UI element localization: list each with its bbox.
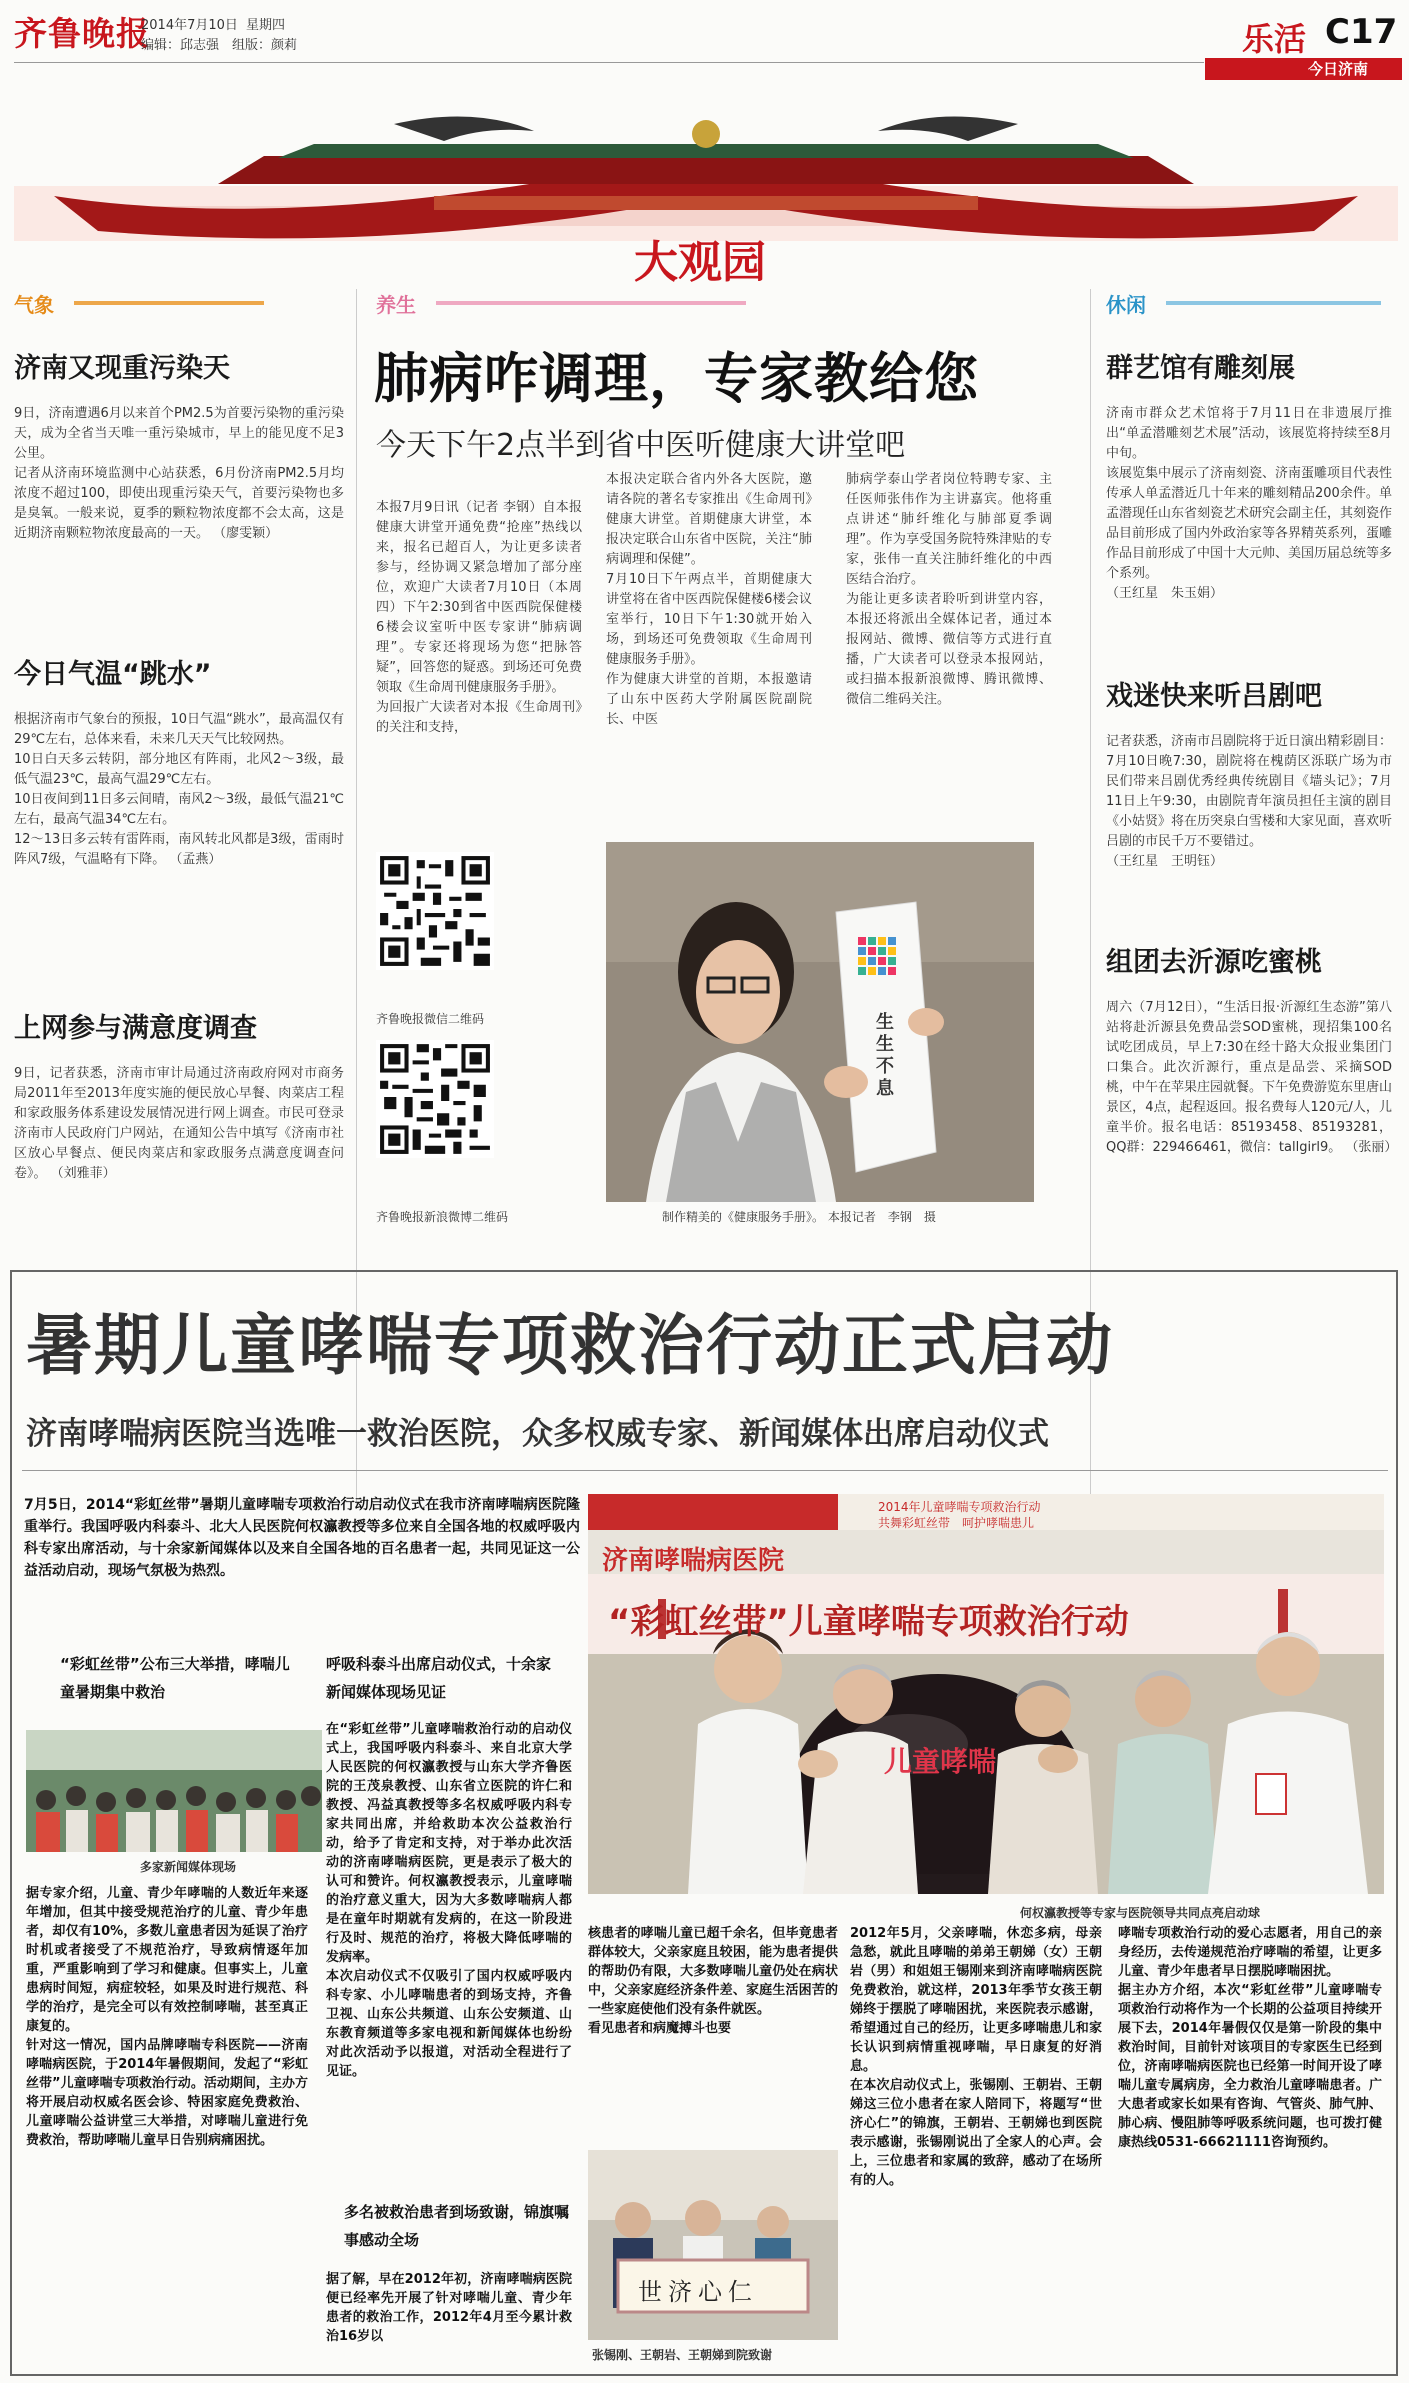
health-headline: 肺病咋调理，专家教给您 (374, 347, 979, 410)
weibo-qr-caption: 齐鲁晚报新浪微博二维码 (376, 1210, 509, 1224)
health-photo-caption: 制作精美的《健康服务手册》。 本报记者 李钢 摄 (662, 1210, 936, 1224)
feature-photo-1 (26, 1730, 322, 1852)
weather-article-1-title: 济南又现重污染天 (14, 353, 230, 384)
photo2-banner-line-2: 共舞彩虹丝带 呵护哮喘患儿 (878, 1516, 1035, 1530)
qr-pattern (376, 852, 494, 970)
feature-photo-3 (588, 2150, 838, 2340)
feature-subhead: 济南哮喘病医院当选唯一救治医院，众多权威专家、新闻媒体出席启动仪式 (26, 1416, 1049, 1452)
feature-lede: 7月5日，2014“彩虹丝带”暑期儿童哮喘专项救治行动启动仪式在我市济南哮喘病医院隆重举行。我国呼吸内科泰斗、北大人民医院何权瀛教授等多位来自全国各地的权威呼吸内科专家出席活动，与十余家新闻媒体以及来自全国各地的百名患者一起，共同见证这一公益活动启动，现场气氛极为热烈。 (24, 1497, 580, 1579)
feature-photo-2-caption: 何权瀛教授等专家与医院领导共同点亮启动球 (1020, 1906, 1261, 1920)
leisure-article-3-title: 组团去沂源吃蜜桃 (1106, 947, 1322, 978)
section-label-health: 养生 (376, 289, 1076, 315)
feature-sub1-title: “彩虹丝带”公布三大举措，哮喘儿童暑期集中救治 (60, 1655, 290, 1701)
leisure-article-1-body: 济南市群众艺术馆将于7月11日在非遗展厅推出“单孟潜雕刻艺术展”活动，该展览将持续至8月中旬。 该展览集中展示了济南刻瓷、济南蛋雕项目代表性传承人单孟潜近几十年来的雕刻精品200余件。单孟潜现任山东省刻瓷艺术研究会副主任，其刻瓷作品目前形成了国内外政治家等各界精英系列，蛋雕作品目前形成了中国十大元帅、美国历届总统等多个系列。 （王红星 朱玉娟） (1106, 406, 1393, 601)
feature-rule (22, 1470, 1388, 1471)
feature-col-2b: 据了解，早在2012年初，济南哮喘病医院便已经率先开展了针对哮喘儿童、青少年患者的救治工作，2012年4月至今累计救治16岁以 (326, 2272, 572, 2344)
feature-photo-2 (588, 1494, 1384, 1894)
photo-reporter-holding-book (606, 842, 1034, 1202)
photo2-hospital-name: 济南哮喘病医院 (602, 1546, 785, 1576)
health-photo (606, 842, 1034, 1202)
health-body-col-2: 本报决定联合省内外各大医院，邀请各院的著名专家推出《生命周刊》健康大讲堂。首期健康大讲堂，本报决定联合山东省中医院，关注“肺病调理和保健”。 7月10日下午两点半，首期健康大讲堂将在省中医西院保健楼6楼会议室举行，10日下午1:30就开始入场，到场还可免费领取《生命周刊健康服务手册》。 作为健康大讲堂的首期，本报邀请了山东中医药大学附属医院副院长、中医 (606, 472, 812, 727)
masthead-rule (14, 62, 1204, 63)
leisure-article-3-body: 周六（7月12日），“生活日报·沂源红生态游”第八站将赴沂源县免费品尝SOD蜜桃，现招集100名试吃团成员，早上7:30在经十路大众报业集团门口集合。此次沂源行，重点是品尝、采摘SOD桃，中午在苹果庄园就餐。下午免费游览东里唐山景区，4点，起程返回。报名费每人120元/人，儿童半价。报名电话：85193458、85193281，QQ群：229466461，微信：tallgirl9。 （张丽） (1106, 1000, 1398, 1155)
section-label-leisure: 休闲 (1106, 289, 1401, 315)
feature-col-4: 2012年5月，父亲哮喘，休恋多病，母亲急愁，就此且哮喘的弟弟王朝娣（女）王朝岩（男）和姐姐王锡刚来到济南哮喘病医院免费救治，就这样，2013年季节女孩王朝娣终于摆脱了哮喘困扰，来医院表示感谢，希望通过自己的经历，让更多哮喘患儿和家长认识到病情重视哮喘，早日康复的好消息。 在本次启动仪式上，张锡刚、王朝岩、王朝娣这三位小患者在家人陪同下，将题写“世济心仁”的锦旗，王朝岩、王朝娣也到医院表示感谢，张锡刚说出了全家人的心声。会上，三位患者和家属的致辞，感动了在场所有的人。 (850, 1926, 1102, 2188)
leisure-article-2-title: 戏迷快来听吕剧吧 (1106, 681, 1322, 712)
weather-article-1-body: 9日，济南遭遇6月以来首个PM2.5为首要污染物的重污染天，成为全省当天唯一重污染城市，早上的能见度不足3公里。 记者从济南环境监测中心站获悉，6月份济南PM2.5月均浓度不超过100，即使出现重污染天气，首要污染物也多是臭氧。一般来说，夏季的颗粒物浓度都不会太高，这是近期济南颗粒物浓度最高的一天。 （廖雯颖） (14, 406, 344, 541)
layout-credit: 组版：颜莉 (232, 38, 298, 53)
weather-article-3-body: 9日，记者获悉，济南市审计局通过济南政府网对市商务局2011年至2013年度实施的便民放心早餐、肉菜店工程和家政服务体系建设发展情况进行网上调查。市民可登录济南市人民政府门户网站，在通知公告中填写《济南市社区放心早餐点、便民肉菜店和家政服务点满意度调查问卷》。 （刘雅菲） (14, 1066, 344, 1181)
leisure-article-2-body: 记者获悉，济南市吕剧院将于近日演出精彩剧目：7月10日晚7:30，剧院将在槐荫区泺联广场为市民们带来吕剧优秀经典传统剧目《墙头记》；7月11日上午9:30，由剧院青年演员担任主演的剧目《小姑贤》将在历突泉白雪楼和大家见面，喜欢听吕剧的市民千万不要错过。 （王红星 王明钰） (1106, 734, 1393, 869)
feature-sub2-title: 呼吸科泰斗出席启动仪式，十余家新闻媒体现场见证 (326, 1655, 552, 1701)
feature-col-3: 核患者的哮喘儿童已超千余名，但毕竟患者群体较大，父亲家庭且较困，能为患者提供的帮助仍有限，大多数哮喘儿童仍处在病状中，父亲家庭经济条件差、家庭生活困苦的一些家庭使他们没有条件就医。 看见患者和病魔搏斗也要 (588, 1926, 838, 2036)
masthead (0, 0, 1409, 78)
section-name: 乐活 (1242, 20, 1307, 58)
banner-title: 大观园 (634, 237, 766, 288)
photo3-scroll-text: 世济心仁 (638, 2278, 758, 2306)
photo2-banner-line-1: 2014年儿童哮喘专项救治行动 (878, 1500, 1041, 1514)
qr-pattern (376, 1040, 494, 1158)
feature-photo-3-caption: 张锡刚、王朝岩、王朝娣到院致谢 (592, 2348, 773, 2362)
feature-sub3-title: 多名被救治患者到场致谢，锦旗嘱事感动全场 (344, 2203, 570, 2249)
leisure-article-1-title: 群艺馆有雕刻展 (1106, 353, 1295, 384)
subsection-label: 今日济南 (1307, 60, 1368, 78)
wechat-qr-caption: 齐鲁晚报微信二维码 (376, 1012, 485, 1026)
feature-col-2: 在“彩虹丝带”儿童哮喘救治行动的启动仪式上，我国呼吸内科泰斗、来自北京大学人民医院的何权瀛教授与山东大学齐鲁医院的王茂泉教授、山东省立医院的许仁和教授、冯益真教授等多名权威呼吸内科专家共同出席，并给救助本次公益救治行动，给予了肯定和支持，对于举办此次活动的济南哮喘病医院，更是表示了极大的认可和赞许。何权瀛教授表示，儿童哮喘的治疗意义重大，因为大多数哮喘病人都是在童年时期就有发病的，在这一阶段进行及时、规范的治疗，将极大降低哮喘的发病率。 本次启动仪式不仅吸引了国内权威呼吸内科专家、小儿哮喘患者的到场支持，齐鲁卫视、山东公共频道、山东公安频道、山东教育频道等多家电视和新闻媒体也纷纷对此次活动予以报道，对活动全程进行了见证。 (326, 1722, 572, 2079)
book-title: 生生不息 (876, 1012, 894, 1099)
feature-col-1: 据专家介绍，儿童、青少年哮喘的人数近年来逐年增加，但其中接受规范治疗的儿童、青少年患者，却仅有10%，多数儿童患者因为延误了治疗时机或者接受了不规范治疗，导致病情逐年加重，严重影响到了学习和健康。但事实上，儿童患病时间短，病症较轻，如果及时进行规范、科学的治疗，是完全可以有效控制哮喘，甚至真正康复的。 针对这一情况，国内品牌哮喘专科医院——济南哮喘病医院，于2014年暑假期间，发起了“彩虹丝带”儿童哮喘专项救治行动。活动期间，主办方将开展启动权威名医会诊、特困家庭免费救治、儿童哮喘公益讲堂三大举措，对哮喘儿童进行免费救治，帮助哮喘儿童早日告别病痛困扰。 (26, 1886, 308, 2148)
editor-credit: 编辑：邱志强 (141, 38, 220, 53)
newspaper-logo: 齐鲁晚报 (14, 14, 150, 53)
banner (14, 96, 1398, 291)
page-number: C17 (1325, 12, 1398, 52)
health-body-col-3: 肺病学泰山学者岗位特聘专家、主任医师张伟作为主讲嘉宾。他将重点讲述“肺纤维化与肺部夏季调理”。作为享受国务院特殊津贴的专家，张伟一直关注肺纤维化的中西医结合治疗。 为能让更多读者聆听到讲堂内容，本报还将派出全媒体记者，通过本报网站、微博、微信等方式进行直播，广大读者可以登录本报网站，或扫描本报新浪微博、腾讯微博、微信二维码关注。 (846, 472, 1052, 707)
weather-article-2-title: 今日气温“跳水” (14, 659, 212, 690)
wechat-qr-code[interactable] (376, 852, 494, 970)
photo-media-crowd (26, 1730, 322, 1852)
health-subhead: 今天下午2点半到省中医听健康大讲堂吧 (376, 428, 906, 463)
feature-col-5: 哮喘专项救治行动的爱心志愿者，用自己的亲身经历，去传递规范治疗哮喘的希望，让更多儿童、青少年患者早日摆脱哮喘困扰。 据主办方介绍，本次“彩虹丝带”儿童哮喘专项救治行动将作为一个长期的公益项目持续开展下去，2014年暑假仅仅是第一阶段的集中救治时间，目前针对该项目的专家医生已经到位，济南哮喘病医院也已经第一时间开设了哮喘儿童专属病房，全力救治儿童哮喘患者。广大患者或家长如果有咨询、气管炎、肺气肿、肺心病、慢阻肺等呼吸系统问题，也可拨打健康热线0531-66621111咨询预约。 (1118, 1926, 1382, 2150)
weather-article-3-title: 上网参与满意度调查 (14, 1013, 257, 1044)
weather-article-2-body: 根据济南市气象台的预报，10日气温“跳水”，最高温仅有29℃左右，总体来看，未来几天天气比较网热。 10日白天多云转阴，部分地区有阵雨，北风2～3级，最低气温23℃，最高气温29℃左右。 10日夜间到11日多云间晴，南风2～3级，最低气温21℃左右，最高气温34℃左右。 12～13日多云转有雷阵雨，南风转北风都是3级，雷雨时阵风7级，气温略有下降。 （孟燕） (14, 712, 344, 867)
weibo-qr-code[interactable] (376, 1040, 494, 1158)
photo2-slogan: “彩虹丝带”儿童哮喘专项救治行动 (608, 1602, 1129, 1642)
subsection-tab (1205, 58, 1402, 80)
issue-date: 2014年7月10日 (141, 18, 238, 33)
section-label-weather: 气象 (14, 289, 334, 315)
photo2-ball-text: 儿童哮喘 (884, 1745, 997, 1778)
feature-photo-1-caption: 多家新闻媒体现场 (140, 1860, 237, 1874)
health-body-col-1: 本报7月9日讯（记者 李钢）自本报健康大讲堂开通免费“抢座”热线以来，报名已超百人，为让更多读者参与，经协调又紧急增加了部分座位，欢迎广大读者7月10日（本周四）下午2:30到省中医西院保健楼6楼会议室听中医专家讲“肺病调理”。专家还将现场为您“把脉答疑”，回答您的疑惑。到场还可免费领取《生命周刊健康服务手册》。 为回报广大读者对本报《生命周刊》的关注和支持， (376, 500, 582, 735)
photo-patients-with-scroll (588, 2150, 838, 2340)
issue-weekday: 星期四 (246, 18, 286, 33)
feature-headline: 暑期儿童哮喘专项救治行动正式启动 (26, 1307, 1114, 1384)
